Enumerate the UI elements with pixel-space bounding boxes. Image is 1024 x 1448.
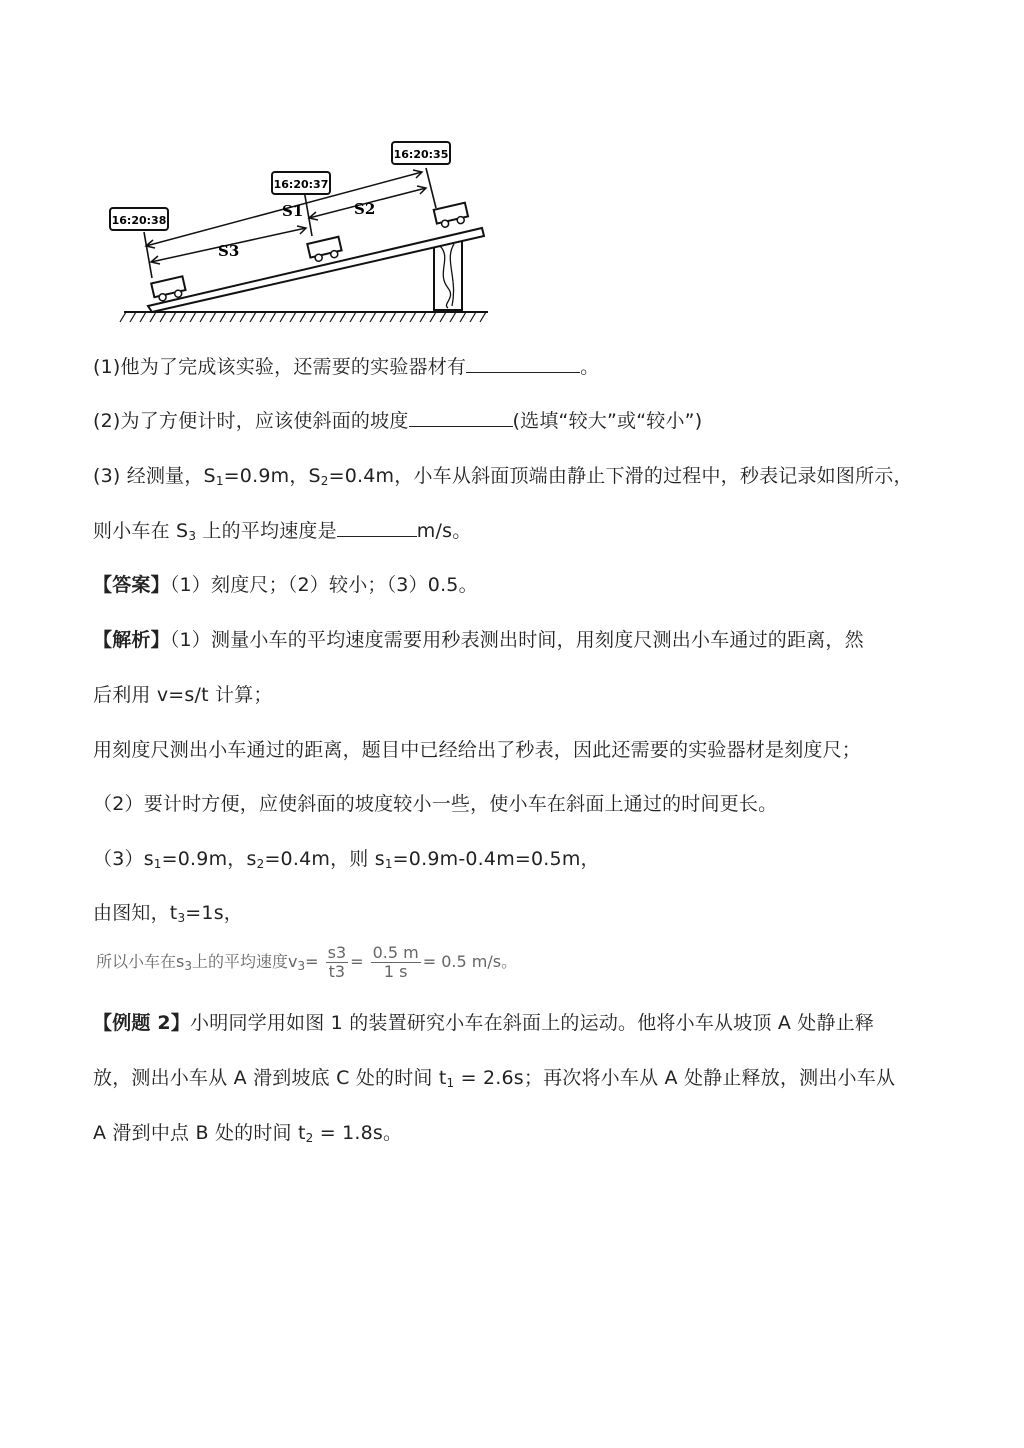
q3-line2-sub: 3: [188, 529, 197, 543]
example2-3-sub: 2: [305, 1131, 314, 1145]
q3-text-c: =0.4m，小车从斜面顶端由静止下滑的过程中，秒表记录如图所示，: [328, 465, 913, 487]
question-3-line-2: [93, 518, 471, 544]
analysis-5-sub3: 1: [384, 857, 393, 871]
cart-middle: [307, 237, 343, 263]
analysis-5a: （3）s: [93, 848, 154, 870]
question-1: [93, 354, 599, 380]
analysis-5-sub2: 2: [256, 857, 265, 871]
example2-2-sub: 1: [446, 1076, 455, 1090]
example2-line-1: [93, 1010, 874, 1036]
stopwatch-label-middle: 16:20:37: [273, 178, 329, 191]
q3-sub-1: 1: [215, 474, 224, 488]
stopwatch-label-bottom: 16:20:38: [111, 214, 167, 227]
analysis-6b: =1s，: [185, 902, 244, 924]
example2-line-3: [93, 1120, 402, 1146]
label-s2: S2: [354, 200, 376, 218]
q1-end: 。: [580, 356, 600, 378]
analysis-line-2: [93, 682, 273, 708]
formula-prefix-sub: 3: [184, 959, 192, 973]
q2-hint: (选填“较大”或“较小”): [512, 410, 703, 432]
example2-2a: 放，测出小车从 A 滑到坡底 C 处的时间 t: [93, 1067, 447, 1089]
analysis-6-sub: 3: [177, 911, 186, 925]
question-3-line-1: [93, 463, 913, 489]
wooden-support-block: [434, 240, 462, 310]
fraction-values: [371, 944, 421, 981]
example2-text-1: 小明同学用如图 1 的装置研究小车在斜面上的运动。他将小车从坡顶 A 处静止释: [190, 1012, 875, 1034]
q3-text-b: =0.9m，S: [223, 465, 321, 487]
q3-text-a: (3) 经测量，S: [93, 465, 216, 487]
example2-2b: = 2.6s；再次将小车从 A 处静止释放，测出小车从: [454, 1067, 896, 1089]
answer-tag: 【答案】: [93, 574, 170, 596]
incline-experiment-figure: [96, 128, 496, 328]
example2-tag: 【例题 2】: [93, 1012, 191, 1034]
frac1-num: s3: [327, 943, 347, 962]
analysis-text-3: 用刻度尺测出小车通过的距离，题目中已经给出了秒表，因此还需要的实验器材是刻度尺；: [93, 739, 862, 761]
analysis-line-1: [93, 627, 864, 653]
formula-result: = 0.5 m/s。: [422, 952, 518, 971]
analysis-text-4: （2）要计时方便，应使斜面的坡度较小一些，使小车在斜面上通过的时间更长。: [93, 793, 778, 815]
formula-prefix: 所以小车在s: [96, 952, 185, 971]
example2-3b: = 1.8s。: [313, 1122, 403, 1144]
analysis-5d: =0.9m-0.4m=0.5m，: [392, 848, 600, 870]
formula-v-sub: 3: [297, 959, 306, 973]
answer-text: （1）刻度尺；（2）较小；（3）0.5。: [169, 574, 478, 596]
analysis-text-2: 后利用 v=s/t 计算；: [93, 684, 273, 706]
analysis-text-1: （1）测量小车的平均速度需要用秒表测出时间，用刻度尺测出小车通过的距离，然: [169, 629, 864, 651]
analysis-6a: 由图知，t: [93, 902, 178, 924]
example2-line-2: [93, 1065, 895, 1091]
analysis-line-6: [93, 900, 243, 926]
analysis-line-5: [93, 846, 600, 872]
frac1-den: t3: [328, 962, 346, 981]
fraction-s3-t3: [326, 944, 349, 981]
analysis-line-3: [93, 737, 861, 763]
q3-line2-b: 上的平均速度是: [196, 520, 337, 542]
velocity-formula: [96, 944, 517, 990]
question-2: [93, 408, 702, 434]
formula-eq2: =: [350, 952, 364, 971]
q3-sub-2: 2: [320, 474, 329, 488]
analysis-5c: =0.4m，则 s: [264, 848, 385, 870]
q3-line2-a: 则小车在 S: [93, 520, 189, 542]
label-s3: S3: [218, 242, 240, 260]
cart-top: [434, 203, 470, 229]
frac2-den: 1 s: [383, 962, 408, 981]
q2-blank: [409, 408, 513, 427]
analysis-line-4: [93, 791, 777, 817]
formula-prefix2: 上的平均速度v: [191, 952, 298, 971]
analysis-tag: 【解析】: [93, 629, 170, 651]
answer-line: [93, 572, 478, 598]
q3-blank: [337, 518, 417, 537]
q1-blank: [466, 354, 580, 373]
label-s1: S1: [282, 202, 304, 220]
frac2-num: 0.5 m: [372, 943, 419, 962]
formula-eq1: =: [305, 952, 319, 971]
analysis-5b: =0.9m，s: [161, 848, 257, 870]
stopwatch-label-top: 16:20:35: [393, 148, 449, 161]
example2-3a: A 滑到中点 B 处的时间 t: [93, 1122, 306, 1144]
q2-text: (2)为了方便计时，应该使斜面的坡度: [93, 410, 409, 432]
q3-unit: m/s。: [416, 520, 472, 542]
analysis-5-sub1: 1: [153, 857, 162, 871]
q1-text: (1)他为了完成该实验，还需要的实验器材有: [93, 356, 467, 378]
